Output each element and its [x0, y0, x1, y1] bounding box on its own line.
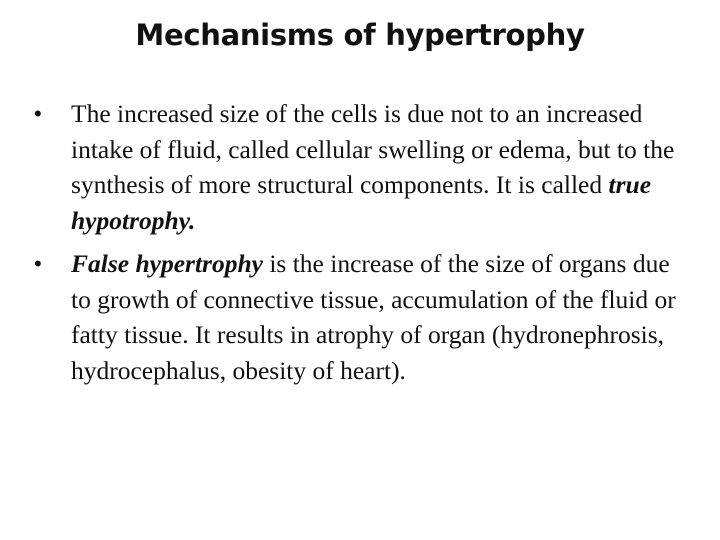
- bullet-emphasis: False hypertrophy: [71, 249, 263, 278]
- bullet-list: [34, 96, 694, 396]
- bullet-item-true-hypertrophy: [34, 96, 694, 238]
- bullet-item-false-hypertrophy: [34, 246, 694, 388]
- bullet-text-after: is the increase of the size of organs due to growth of connective tissue, accumulation of the fluid or fatty tissue. It results in atrophy of organ (hydronephrosis, hydrocephalus, obesity of heart).: [71, 249, 676, 385]
- bullet-emphasis: true hypotrophy.: [71, 170, 652, 235]
- bullet-icon: •: [34, 251, 42, 276]
- bullet-icon: •: [34, 101, 42, 126]
- slide-title: Mechanisms of hypertrophy: [135, 18, 585, 52]
- bullet-text: The increased size of the cells is due not to an increased intake of fluid, called cellular swelling or edema, but to the synthesis of more structural components. It is called: [71, 99, 675, 199]
